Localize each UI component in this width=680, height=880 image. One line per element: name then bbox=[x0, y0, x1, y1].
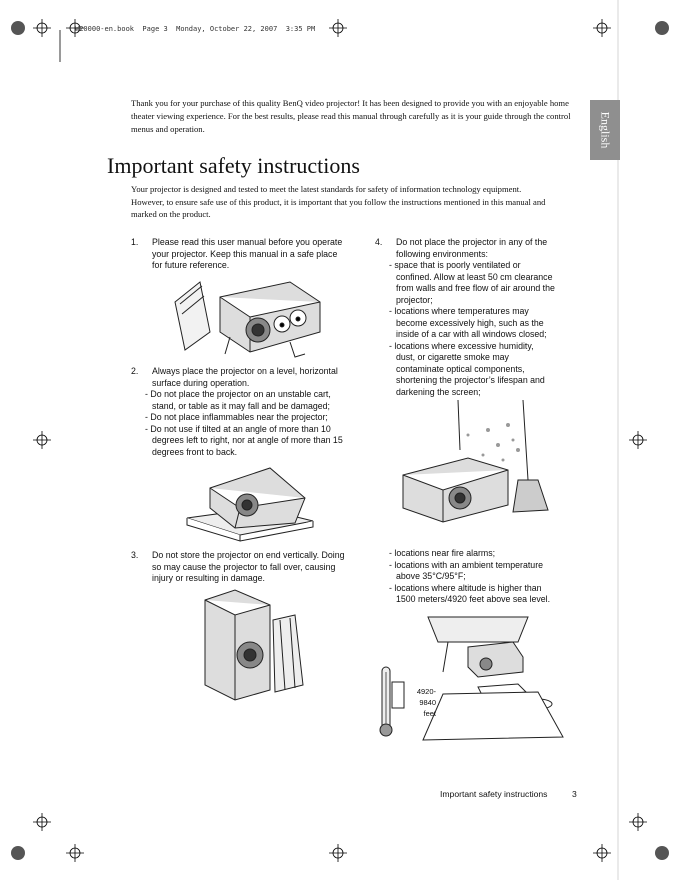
bullet-line: - Do not place the projector on an unstable cart, bbox=[145, 389, 331, 399]
altitude-label bbox=[406, 686, 436, 719]
item-line: your projector. Keep this manual in a safe place bbox=[152, 248, 338, 259]
vertical-projector-illustration bbox=[195, 590, 305, 700]
bullet-line: stand, or table as it may fall and be damaged; bbox=[152, 400, 330, 411]
item-line: so may cause the projector to fall over, causing bbox=[152, 561, 336, 572]
item-line: Do not store the projector on end vertically. Doing bbox=[152, 550, 345, 560]
footer-section-name: Important safety instructions bbox=[440, 789, 548, 799]
bullet-line: above 35°C/95°F; bbox=[396, 571, 466, 581]
bullet-line: inside of a car with all windows closed; bbox=[396, 329, 547, 339]
item-number: 3. bbox=[131, 550, 139, 560]
altitude-label-line: 9840 bbox=[419, 698, 436, 707]
page-number: 3 bbox=[572, 789, 577, 799]
item-line: Please read this user manual before you operate bbox=[152, 237, 343, 247]
bullet-line: - locations with an ambient temperature bbox=[389, 559, 544, 570]
item-number: 4. bbox=[375, 237, 383, 247]
bullet-line: darkening the screen; bbox=[396, 386, 481, 397]
item-line: following environments: bbox=[396, 248, 488, 259]
bullet-line: 1500 meters/4920 feet above sea level. bbox=[396, 594, 551, 604]
bullet-line: - locations near fire alarms; bbox=[389, 548, 496, 558]
item-4-continued bbox=[389, 548, 589, 606]
item-line: for future reference. bbox=[152, 260, 230, 270]
print-header: W20000-en.book Page 3 Monday, October 22, 2007 3:35 PM bbox=[75, 25, 316, 33]
bullet-line: become excessively high, such as the bbox=[396, 317, 544, 328]
altitude-label-line: 4920- bbox=[416, 687, 436, 696]
bullet-line: - locations where altitude is higher than bbox=[389, 582, 542, 593]
bullet-line: - space that is poorly ventilated or bbox=[389, 260, 521, 270]
gray-dot-br bbox=[655, 846, 669, 860]
crop-mark-tc bbox=[329, 19, 347, 37]
bullet-line: degrees left to right, nor at angle of more than 15 bbox=[152, 435, 343, 445]
crop-mark-bc bbox=[329, 844, 347, 862]
bullet-line: - locations where temperatures may bbox=[389, 306, 529, 316]
bullet-line: - Do not place inflammables near the projector; bbox=[145, 412, 328, 422]
bullet-line: degrees front to back. bbox=[152, 446, 238, 457]
bullet-line: confined. Allow at least 50 cm clearance bbox=[396, 271, 553, 282]
gray-dot-tl bbox=[11, 21, 25, 35]
bullet-line: contaminate optical components, bbox=[396, 363, 525, 374]
bullet-line: dust, or cigarette smoke may bbox=[396, 352, 509, 362]
bullet-line: projector; bbox=[396, 294, 433, 305]
item-line: Do not place the projector in any of the bbox=[396, 237, 548, 247]
bullet-line: - Do not use if tilted at an angle of more than 10 bbox=[145, 423, 331, 434]
crop-mark-br2 bbox=[629, 813, 647, 831]
item-number: 1. bbox=[131, 237, 139, 247]
crop-mark-ml bbox=[33, 431, 51, 449]
language-tab-label: English bbox=[598, 111, 613, 149]
item-number: 2. bbox=[131, 366, 139, 376]
crop-mark-mr bbox=[629, 431, 647, 449]
crop-mark-bl2 bbox=[66, 844, 84, 862]
crop-mark-tl2 bbox=[33, 19, 51, 37]
bullet-line: - locations where excessive humidity, bbox=[389, 340, 534, 351]
altitude-illustration bbox=[378, 612, 578, 742]
language-tab bbox=[590, 100, 620, 160]
projector-manual-illustration bbox=[170, 272, 330, 362]
bullet-line: from walls and free flow of air around the bbox=[396, 283, 555, 293]
item-line: injury or resulting in damage. bbox=[152, 573, 265, 583]
crop-mark-br bbox=[593, 844, 611, 862]
section-title: Important safety instructions bbox=[107, 153, 360, 178]
gray-dot-tr bbox=[655, 21, 669, 35]
section-intro: Your projector is designed and tested to meet the latest standards for safety of information technology equipment. However, to ensure safe use of this product, it is important that you follow the instructions mentioned in this manual and marked on the product. bbox=[131, 184, 546, 219]
crop-mark-tr bbox=[593, 19, 611, 37]
tilted-projector-illustration bbox=[185, 463, 315, 543]
bullet-line: shortening the projector’s lifespan and bbox=[396, 375, 545, 385]
dusty-environment-illustration bbox=[398, 400, 558, 530]
intro-paragraph: Thank you for your purchase of this quality BenQ video projector! It has been designed to provide you with an enjoyable home theater viewing experience. For the best results, please read this manual through carefully as it is your guide through the control menus and operation. bbox=[131, 98, 571, 134]
item-line: surface during operation. bbox=[152, 377, 250, 388]
crop-mark-bl bbox=[33, 813, 51, 831]
item-line: Always place the projector on a level, horizontal bbox=[152, 366, 338, 376]
gray-dot-bl bbox=[11, 846, 25, 860]
altitude-label-line: feet bbox=[423, 709, 436, 718]
